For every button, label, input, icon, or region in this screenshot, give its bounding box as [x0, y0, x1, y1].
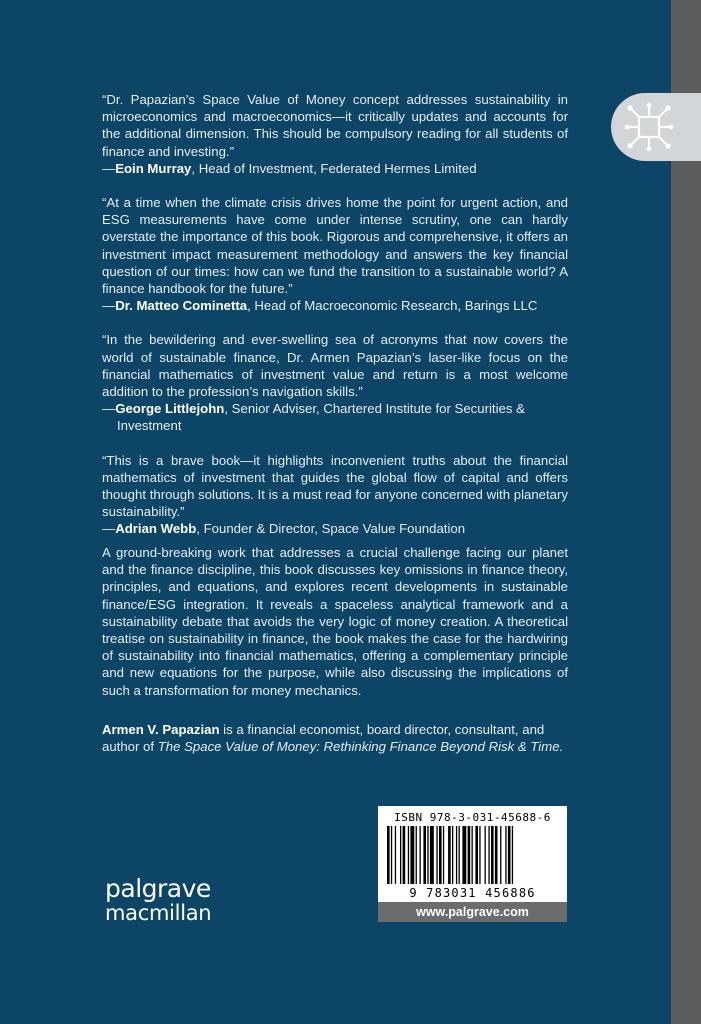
- quote-attribution: [102, 400, 568, 434]
- quote-text: “Dr. Papazian’s Space Value of Money concept addresses sustainability in microeconomics and macroeconomics—it critically updates and accounts for the additional dimension. This should be compulsory reading for all students of finance and investing.”: [102, 92, 568, 159]
- em-dash: —: [102, 160, 116, 176]
- publisher-logo-line2: macmillan: [105, 901, 212, 925]
- em-dash: —: [102, 401, 116, 417]
- quote-affiliation: , Founder & Director, Space Value Foundation: [196, 521, 466, 537]
- quote-text: “This is a brave book—it highlights inconvenient truths about the financial mathematics of investment that guides the global flow of capital and offers thought through solutions. It is a must read for anyone concerned with planetary sustainability.”: [102, 452, 568, 520]
- quote-attribution: [102, 297, 568, 314]
- publisher-website[interactable]: www.palgrave.com: [378, 902, 567, 922]
- endorsement-quote: [102, 331, 568, 434]
- quote-affiliation: , Senior Adviser, Chartered Institute for Securities & Investment: [117, 401, 525, 434]
- publisher-logo-line1: palgrave: [105, 874, 211, 903]
- quote-attribution: [102, 160, 568, 177]
- quote-affiliation: , Head of Macroeconomic Research, Barings LLC: [247, 298, 538, 314]
- quote-attribution: [102, 520, 568, 537]
- quote-text: “At a time when the climate crisis drives home the point for urgent action, and ESG measurements have come under intense scrutiny, one can hardly overstate the importance of this book. Rigorous and comprehensive, it offers an investment impact measurement methodology and answers the key financial question of our times: how can we fund the transition to a sustainable world? A finance handbook for the future.”: [102, 195, 568, 297]
- quote-author: Adrian Webb: [115, 521, 197, 537]
- isbn-label: ISBN 978-3-031-45688-6: [394, 811, 551, 824]
- barcode-digits: 9 783031 456886: [409, 886, 536, 900]
- quote-author: Eoin Murray: [115, 160, 192, 176]
- author-bio-text: is a financial economist, board director, consultant, and author of: [102, 722, 545, 755]
- author-previous-book-title: The Space Value of Money: Rethinking Finance Beyond Risk & Time.: [157, 739, 564, 755]
- quote-text: “In the bewildering and ever-swelling sea of acronyms that now covers the world of sustainable finance, Dr. Armen Papazian’s laser-like focus on the financial mathematics of investment value and return is a most welcome addition to the profession’s navigation skills.”: [102, 332, 568, 400]
- quote-author: Dr. Matteo Cominetta: [115, 298, 248, 314]
- network-node-icon: [621, 99, 677, 155]
- endorsements: [102, 91, 568, 555]
- publisher-logo: [105, 876, 211, 924]
- endorsement-quote: [102, 194, 568, 314]
- em-dash: —: [102, 521, 116, 537]
- quote-author: George Littlejohn: [115, 401, 225, 417]
- endorsement-quote: [102, 91, 568, 177]
- isbn-barcode: [378, 806, 567, 902]
- series-logo-badge: [611, 93, 701, 161]
- quote-affiliation: , Head of Investment, Federated Hermes Limited: [191, 160, 477, 176]
- em-dash: —: [102, 298, 116, 314]
- endorsement-quote: [102, 452, 568, 538]
- barcode-bars: [387, 826, 558, 884]
- book-description: A ground-breaking work that addresses a crucial challenge facing our planet and the finance discipline, this book discusses key omissions in finance theory, principles, and equations, and explores recent developments in sustainable finance/ESG integration. It reveals a spaceless analytical framework and a sustainability debate that avoids the very logic of money creation. A theoretical treatise on sustainability in finance, the book makes the case for the hardwiring of sustainability into financial mathematics, offering a complementary principle and new equations for the purpose, while also discussing the implications of such a transformation for money mechanics.: [102, 545, 568, 698]
- author-name: Armen V. Papazian: [102, 722, 220, 737]
- author-bio: [102, 721, 568, 755]
